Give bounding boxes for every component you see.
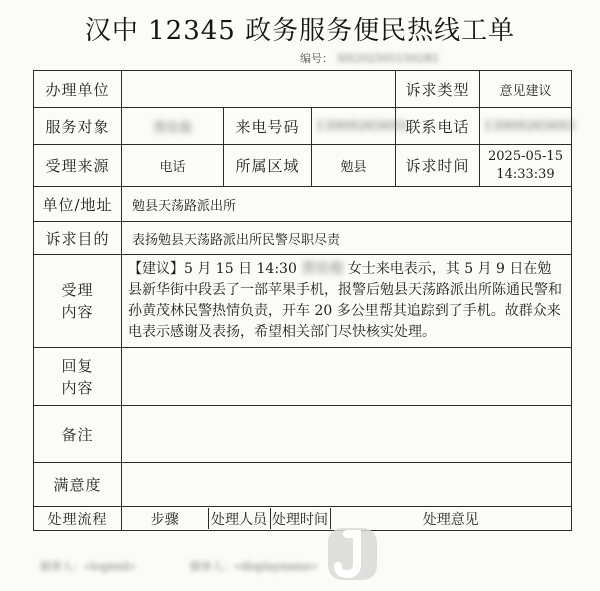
label-satisfaction: 满意度 [34,463,122,507]
incoming-number-value: 13909265693 [316,118,407,134]
appeal-clock: 14:33:39 [496,166,555,182]
col-opinion: 处理意见 [422,511,479,528]
label-source: 受理来源 [34,145,122,187]
accepted-text-part1: 【建议】5 月 15 日 14:30 [128,261,302,277]
remarks-value [122,406,572,463]
label-accepted-content [34,255,122,348]
label-remarks: 备注 [34,406,122,463]
appeal-time-value [480,145,572,187]
accepted-label-line1: 受理 [61,281,94,299]
appeal-type-value: 意见建议 [480,71,572,108]
label-appeal-type: 诉求类型 [396,71,480,108]
service-target-value: 贾佳俊 [152,120,192,136]
label-process-flow: 处理流程 [34,507,122,531]
serial-label: 编号： [300,52,333,65]
process-flow-header [122,507,572,531]
label-appeal-time: 诉求时间 [396,145,480,187]
accepted-content-text [122,255,572,348]
label-incoming-number: 来电号码 [224,108,312,145]
process-flow-table [122,508,571,529]
source-value: 电话 [122,145,224,187]
unit-address-value: 勉县天荡路派出所 [122,187,572,222]
serial-number [300,50,439,66]
label-handling-unit: 办理单位 [34,71,122,108]
caller-name: 贾佳俊 [301,261,344,277]
appeal-purpose-value: 表扬勉县天荡路派出所民警尽职尽责 [122,222,572,255]
col-time: 处理时间 [270,508,330,529]
area-value: 勉县 [312,145,396,187]
page-title: 汉中 12345 政务服务便民热线工单 [84,16,516,46]
col-person: 处理人员 [208,508,270,529]
col-step: 步骤 [122,508,208,529]
reply-label-line1: 回复 [61,356,94,375]
footer-creator-right: 制单人：«displayname» [190,560,318,573]
label-reply-content [34,348,122,406]
label-contact-phone: 联系电话 [396,108,480,145]
label-unit-address: 单位/地址 [34,187,122,222]
accepted-label-line2: 内容 [61,303,94,321]
serial-value: SH2025051502R1 [337,52,440,65]
handling-unit-value [122,71,396,108]
label-appeal-purpose: 诉求目的 [34,222,122,255]
reply-label-line2: 内容 [61,378,94,397]
label-service-target: 服务对象 [34,108,122,145]
appeal-date: 2025-05-15 [488,148,563,164]
accepted-text-part2: 女士来电表示，其 5 月 9 日在勉县新华街中段丢了一部苹果手机，报警后勉县天荡路派出所陈通民警和孙黄茂林民警热情负责，开车 20 多公里帮其追踪到了手机。故群众来电表示感谢及表扬，希望相关部门尽快核实处理。 [128,261,562,340]
satisfaction-value [122,463,572,507]
work-order-form [33,70,575,531]
footer-creator-left: 制单人：«loginid» [40,560,136,573]
reply-content-value [122,348,572,406]
contact-phone-value: 13909265693 [484,118,575,134]
label-area: 所属区域 [224,145,312,187]
